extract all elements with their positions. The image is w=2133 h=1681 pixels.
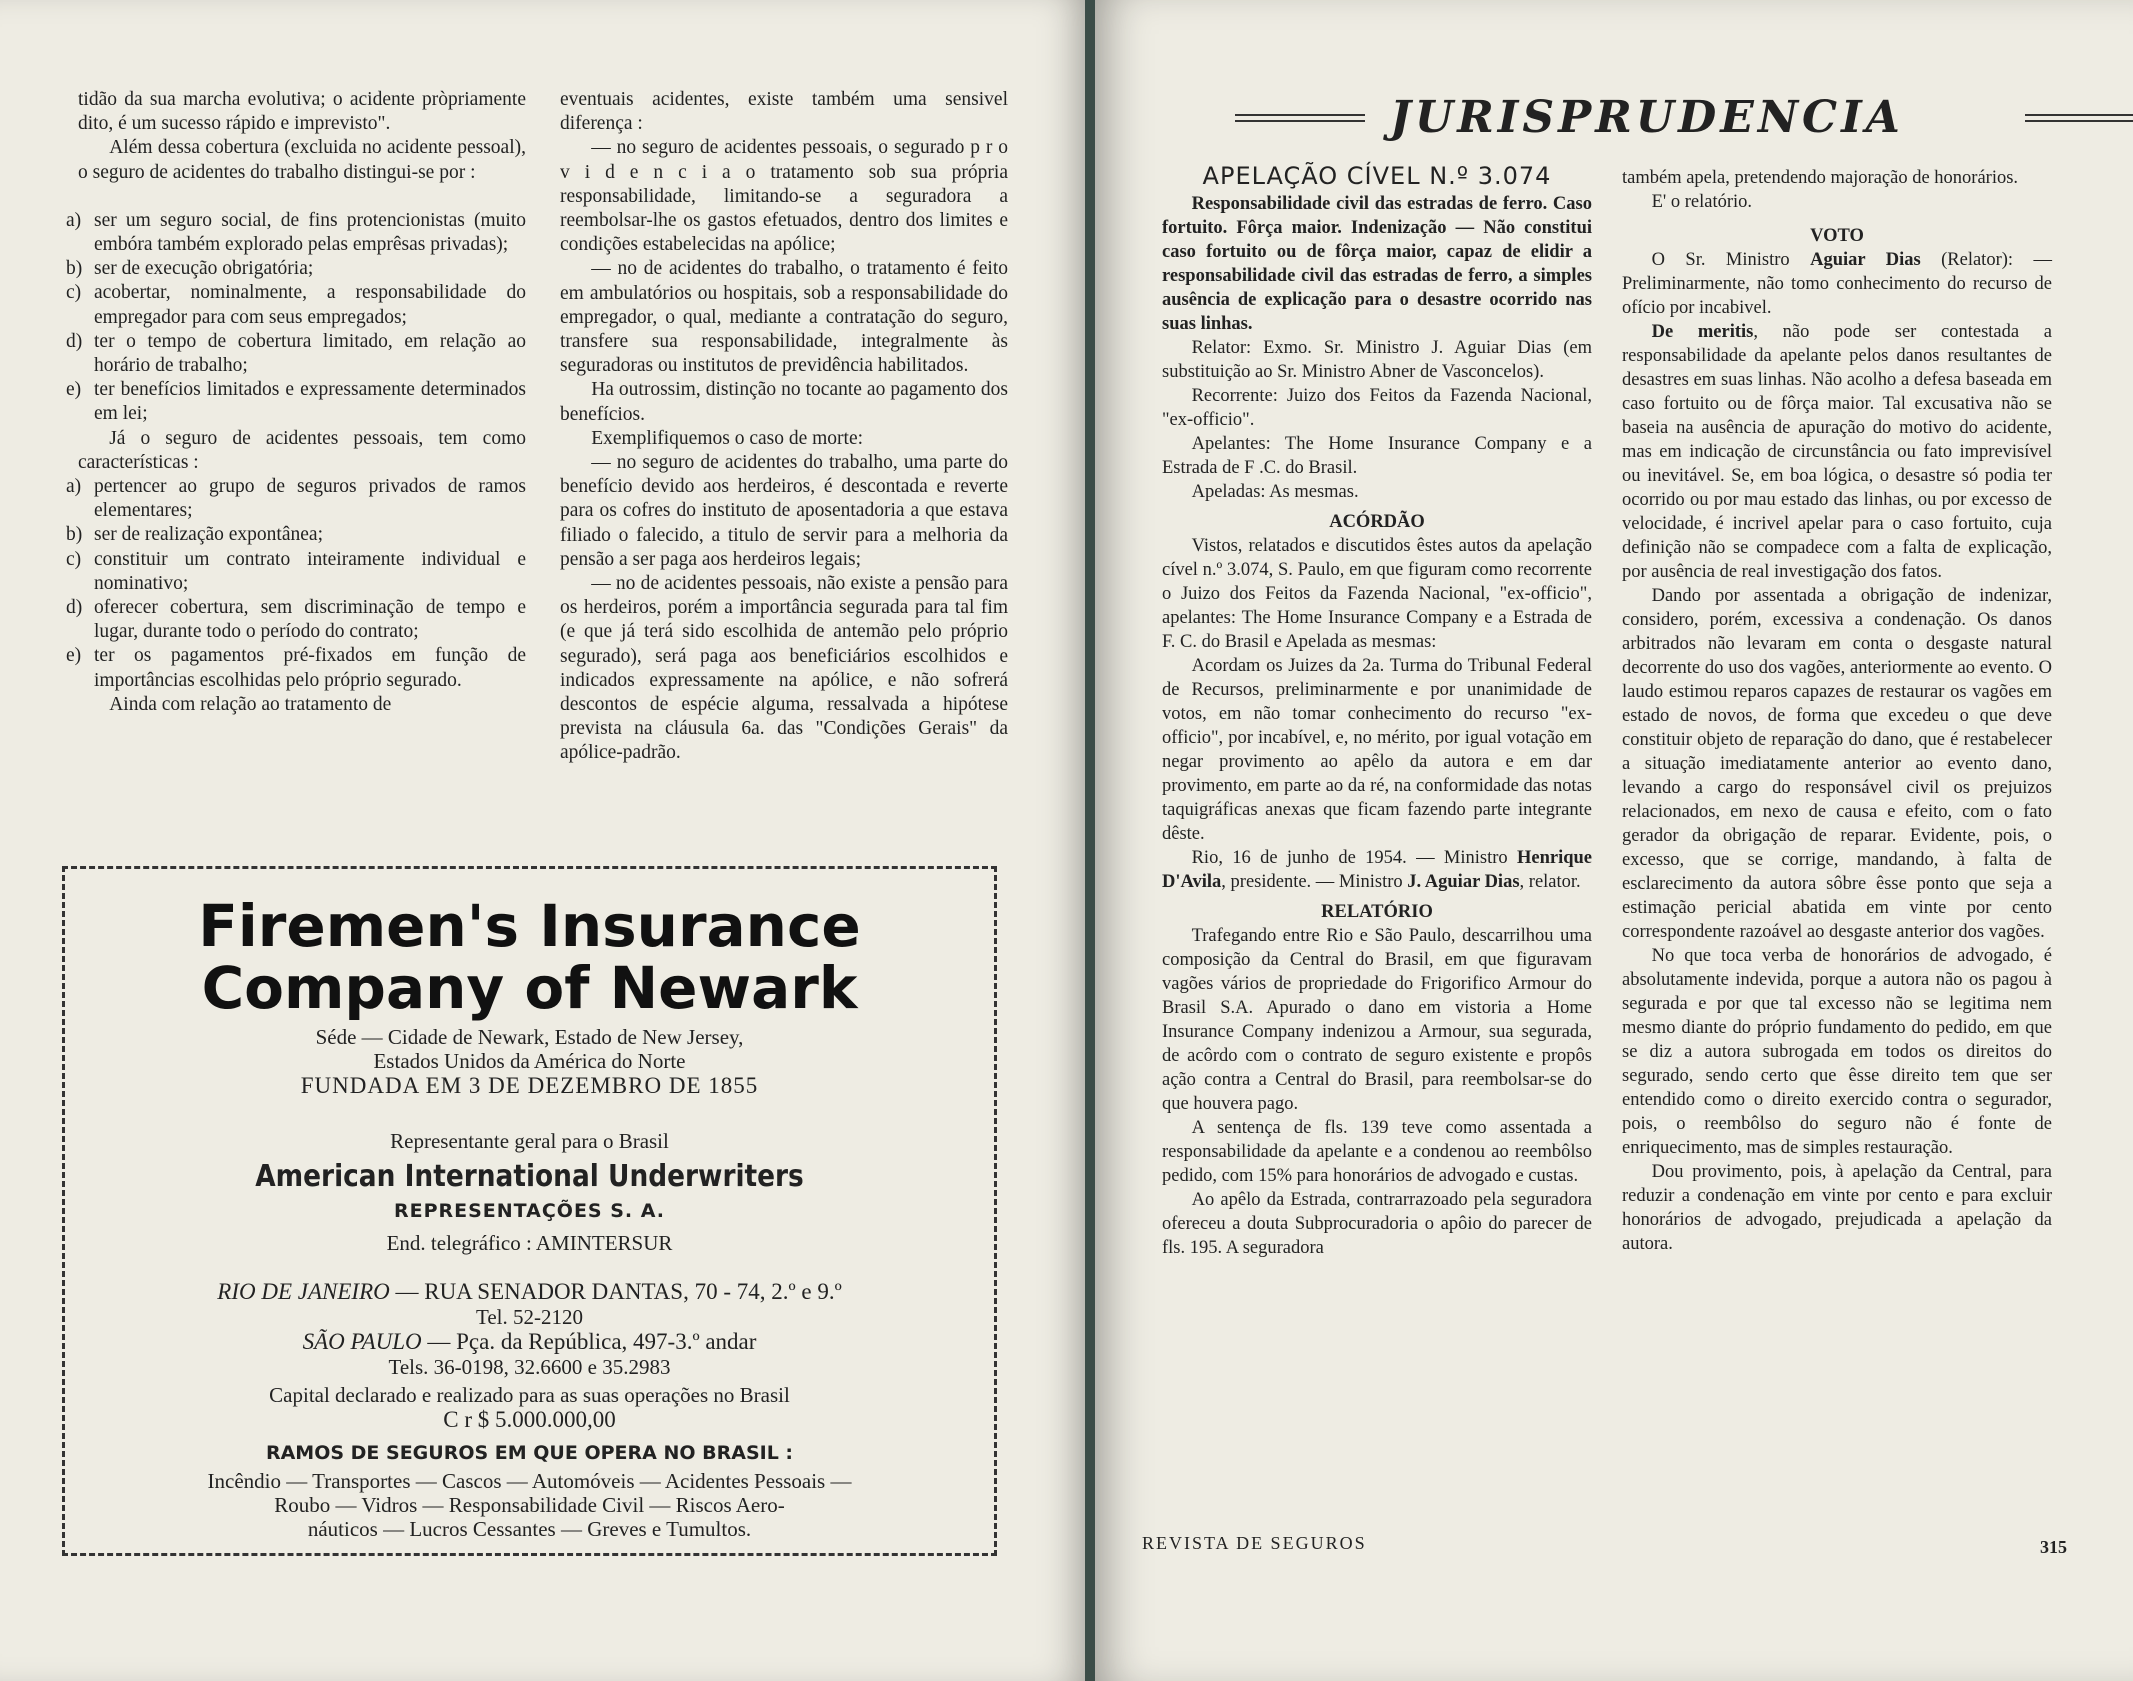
paragraph: — no seguro de acidentes do trabalho, uma parte do benefício devido aos herdeiros, é descontada e reverte para os cofres do instituto de aposentadoria a que estava filiado o falecido, a titulo de servir para a melhoria da pensão a ser paga aos herdeiros legais; xyxy=(560,452,1008,570)
ad-sp-phone: Tels. 36-0198, 32.6600 e 35.2983 xyxy=(388,1355,671,1379)
paragraph: tidão da sua marcha evolutiva; o acidente pròpriamente dito, é um sucesso rápido e imprevisto". xyxy=(78,89,526,135)
ad-branches-line-2: Roubo — Vidros — Responsabilidade Civil — Riscos Aero- xyxy=(274,1493,785,1517)
ad-sp-address xyxy=(65,1329,994,1355)
page-number: 315 xyxy=(2040,1537,2067,1557)
paragraph: Já o seguro de acidentes pessoais, tem como características : xyxy=(78,427,526,473)
paragraph: Dou provimento, pois, à apelação da Central, para reduzir a condenação em vinte por cento e para excluir honorários de advogado, prejudicada a apelação da autora. xyxy=(1622,1162,2052,1254)
ad-branches-line-1: Incêndio — Transportes — Cascos — Automóveis — Acidentes Pessoais — xyxy=(207,1469,852,1493)
ad-headquarters-country: Estados Unidos da América do Norte xyxy=(373,1049,686,1073)
voto-heading: VOTO xyxy=(1810,226,1864,246)
case-title: APELAÇÃO CÍVEL N.º 3.074 xyxy=(1202,162,1552,190)
text-run: , não pode ser contestada a responsabilidade da apelante pelos danos resultantes de desastres em suas linhas. Não acolho a defesa baseada em caso fortuito ou de fôrça maior. Tal excusativa não se baseia na ausência de apuração do motivo do acidente, mas em indicação de circunstância ou fato imprevisível ou inevitável. Se, em boa lógica, o desastre só podia ter ocorrido ou por mau estado das linhas, ou por excesso de velocidade, é incrivel apelar para o caso fortuito, cuja definição não se compadece com a falta de explicação, por ausência de real investigação dos fatos. xyxy=(1622,322,2053,582)
list-item xyxy=(66,209,526,257)
judge-name: Henrique D'Avila xyxy=(1162,848,1592,892)
list-item xyxy=(66,523,526,547)
list-item xyxy=(66,475,526,523)
ad-title-line-2: Company of Newark xyxy=(201,954,858,1022)
journal-name: REVISTA DE SEGUROS xyxy=(1142,1533,1367,1553)
ad-representative-label: Representante geral para o Brasil xyxy=(390,1129,669,1153)
ad-sp-city: SÃO PAULO xyxy=(302,1329,422,1354)
apeladas: Apeladas: As mesmas. xyxy=(1191,482,1359,502)
recorrente: Recorrente: Juizo dos Feitos da Fazenda Nacional, "ex-officio". xyxy=(1162,386,1592,430)
text-run: O Sr. Ministro xyxy=(1651,250,1811,270)
text-run: (Relator): — Preliminarmente, não tomo conhecimento do recurso de ofício por incabivel. xyxy=(1622,250,2052,318)
list-item xyxy=(66,596,526,644)
case-summary: Responsabilidade civil das estradas de ferro. Caso fortuito. Fôrça maior. Indenização — Não constitui caso fortuito ou de fôrça maior, capaz de elidir a responsabilidade civil das estradas de ferro, a simples ausência de explicação para o desastre ocorrido nas suas linhas. xyxy=(1162,194,1592,334)
list-marker: c) xyxy=(66,282,82,304)
right-column-2 xyxy=(1622,166,2052,1256)
paragraph: — no de acidentes do trabalho, o tratamento é feito em ambulatórios ou hospitais, sob a responsabilidade do empregador, o qual, mediante a contratação do seguro, transfere sua responsabilidade, integralmente às seguradoras ou institutos de previdência habilitados. xyxy=(560,258,1008,377)
list-marker: b) xyxy=(66,258,83,280)
paragraph: eventuais acidentes, existe também uma sensivel diferença : xyxy=(560,89,1008,135)
paragraph: — no seguro de acidentes pessoais, o segurado p r o v i d e n c i a o tratamento sob sua própria responsabilidade, limitando-se a seguradora a reembolsar-lhe os gastos efetuados, dentro dos limites e condições estabelecidas na apólice; xyxy=(560,137,1008,256)
header-title: JURISPRUDENCIA xyxy=(1390,92,1904,143)
relatorio-heading: RELATÓRIO xyxy=(1321,902,1433,922)
paragraph: Acordam os Juizes da 2a. Turma do Tribunal Federal de Recursos, preliminarmente e por unanimidade de votos, em não tomar conhecimento do recurso "ex-officio", por incabível, e, no mérito, por igual votação em negar provimento ao apêlo da autora e em dar provimento, em parte ao da ré, na conformidade das notas taquigráficas anexas que ficam fazendo parte integrante dêste. xyxy=(1162,656,1592,844)
right-page xyxy=(1095,0,2133,1681)
ad-title-line-1: Firemen's Insurance xyxy=(198,892,861,960)
paragraph: — no de acidentes pessoais, não existe a pensão para os herdeiros, porém a importância segurada para tal fim (e que já terá sido escolhida de antemão pelo próprio segurado), será paga aos beneficiários escolhidos e indicados expressamente na apólice, e não sofrerá descontos de espécie alguma, ressalvada a hipótese prevista na cláusula 6a. das "Condições Gerais" da apólice-padrão. xyxy=(560,573,1008,764)
paragraph: No que toca verba de honorários de advogado, é absolutamente indevida, porque a autora não os pagou à segurada e por que tal excesso não se legitima nem mesmo diante do próprio fundamento do pedido, em que se diz a autora subrogada em todos os direitos do segurado, sendo certo que êsse direito tem que ser entendido como o direito exercido contra o segurador, pois, o reembôlso do seguro não é fonte de enriquecimento, mas de simples restauração. xyxy=(1622,946,2052,1158)
ad-rio-address xyxy=(65,1279,994,1305)
paragraph: Ainda com relação ao tratamento de xyxy=(109,693,392,715)
list-text: ter os pagamentos pré-fixados em função de importâncias escolhidas pelo próprio segurado. xyxy=(94,645,526,691)
ad-branches-title: RAMOS DE SEGUROS EM QUE OPERA NO BRASIL : xyxy=(265,1442,794,1464)
paragraph: Trafegando entre Rio e São Paulo, descarrilhou uma composição da Central do Brasil, em que figuravam vagões vários de propriedade do Frigorifico Armour do Brasil S.A. Apurado o dano em vistoria a Home Insurance Company indenizou a Armour, sua segurada, de acôrdo com o contrato de seguro existente e propôs ação contra a Central do Brasil, para reembolsar-se do que houvera pago. xyxy=(1162,926,1592,1114)
ad-sp-street: — Pça. da República, 497-3.º andar xyxy=(421,1329,757,1354)
ad-rio-street: — RUA SENADOR DANTAS, 70 - 74, 2.º e 9.º xyxy=(389,1279,842,1304)
text-run: Rio, 16 de junho de 1954. — Ministro xyxy=(1191,848,1517,868)
ad-branches-line-3: náuticos — Lucros Cessantes — Greves e Tumultos. xyxy=(307,1517,752,1541)
list-marker: d) xyxy=(66,330,83,352)
list-text: ser de realização expontânea; xyxy=(94,524,323,546)
list-text: ser de execução obrigatória; xyxy=(94,258,314,280)
ad-telegraph: End. telegráfico : AMINTERSUR xyxy=(386,1231,673,1255)
header-rule-right xyxy=(2025,114,2133,122)
judge-name: Aguiar Dias xyxy=(1810,250,1921,270)
paragraph xyxy=(1622,248,2052,320)
list-marker: d) xyxy=(66,597,83,619)
list-item xyxy=(66,548,526,596)
paragraph: Vistos, relatados e discutidos êstes autos da apelação cível n.º 3.074, S. Paulo, em que figuram como recorrente o Juizo dos Feitos da Fazenda Nacional, "ex-officio", apelantes: The Home Insurance Company e a Estrada de F. C. do Brasil e Apelada as mesmas: xyxy=(1162,536,1592,652)
list-text: pertencer ao grupo de seguros privados de ramos elementares; xyxy=(94,476,526,522)
paragraph xyxy=(1622,320,2052,584)
list-text: acobertar, nominalmente, a responsabilidade do empregador para com seus empregados; xyxy=(94,282,526,328)
left-column-2 xyxy=(560,88,1008,766)
paragraph xyxy=(1162,846,1592,894)
paragraph: A sentença de fls. 139 teve como assentada a responsabilidade da apelante e a condenou ao reembôlso pedido, com 15% para honorários de advogado e custas. xyxy=(1162,1118,1592,1186)
section-header xyxy=(1175,92,2075,143)
paragraph: Ha outrossim, distinção no tocante ao pagamento dos benefícios. xyxy=(560,379,1008,425)
relator: Relator: Exmo. Sr. Ministro J. Aguiar Dias (em substituição ao Sr. Ministro Abner de Vasconcelos). xyxy=(1162,338,1592,382)
list-text: ser um seguro social, de fins protencionistas (muito embóra também explorado pelas emprêsas privadas); xyxy=(94,209,526,256)
latin-phrase: De meritis xyxy=(1651,322,1754,342)
paragraph: Exemplifiquemos o caso de morte: xyxy=(591,427,864,449)
list-text: constituir um contrato inteiramente individual e nominativo; xyxy=(94,548,526,594)
list-item xyxy=(66,281,526,329)
ad-rio-phone: Tel. 52-2120 xyxy=(475,1305,583,1329)
left-column-1 xyxy=(66,88,526,717)
ad-capital: Capital declarado e realizado para as suas operações no Brasil xyxy=(269,1383,790,1407)
paragraph: E' o relatório. xyxy=(1651,192,1753,212)
ad-founded: FUNDADA EM 3 DE DEZEMBRO DE 1855 xyxy=(300,1073,759,1098)
paragraph: Dando por assentada a obrigação de indenizar, considero, porém, excessiva a condenação. Os danos arbitrados não levaram em conta o desgaste natural decorrente do uso dos vagões, anteriormente ao evento. O laudo estimou reparos capazes de restaurar os vagões em estado de novos, de forma que excedeu o que deve constituir objeto de reparação do dano, que é restabelecer a situação imediatamente anterior ao evento dano, levando a cargo do responsável civil os prejuizos relacionados, em nexo de causa e efeito, com o fato gerador da obrigação de reparar. Evidente, pois, o excesso, que se corrige, mandando, à falta de esclarecimento da autora sôbre êsse ponto que seja a estimação pericial abatida em vinte por cento correspondente razoável ao desgaste anterior dos vagões. xyxy=(1622,586,2052,942)
header-rule-left xyxy=(1235,114,1365,122)
list-text: ter benefícios limitados e expressamente determinados em lei; xyxy=(94,379,526,425)
ad-agent-subtitle: REPRESENTAÇÕES S. A. xyxy=(393,1200,666,1222)
ad-capital-value: C r $ 5.000.000,00 xyxy=(443,1407,616,1432)
list-item xyxy=(66,330,526,378)
list-item xyxy=(66,378,526,426)
text-run: , relator. xyxy=(1519,872,1581,892)
paragraph: Ao apêlo da Estrada, contrarrazoado pela seguradora ofereceu a douta Subprocuradoria o apôio do parecer de fls. 195. A seguradora xyxy=(1162,1190,1592,1258)
list-marker: a) xyxy=(66,209,82,231)
ad-headquarters: Séde — Cidade de Newark, Estado de New Jersey, xyxy=(315,1025,744,1049)
right-column-1 xyxy=(1162,164,1592,1260)
list-marker: a) xyxy=(66,476,82,498)
list-marker: b) xyxy=(66,524,83,546)
apelantes: Apelantes: The Home Insurance Company e a Estrada de F .C. do Brasil. xyxy=(1162,434,1592,478)
list-text: oferecer cobertura, sem discriminação de tempo e lugar, durante todo o período do contrato; xyxy=(94,597,526,643)
paragraph: Além dessa cobertura (excluida no acidente pessoal), o seguro de acidentes do trabalho distingui-se por : xyxy=(78,137,526,183)
ad-rio-city: RIO DE JANEIRO xyxy=(217,1279,390,1304)
list-marker: c) xyxy=(66,548,82,570)
list-marker: e) xyxy=(66,379,82,401)
text-run: , presidente. — Ministro xyxy=(1221,872,1408,892)
list-item xyxy=(66,257,526,281)
insurance-advertisement xyxy=(62,866,997,1556)
list-text: ter o tempo de cobertura limitado, em relação ao horário de trabalho; xyxy=(94,330,526,377)
acordao-heading: ACÓRDÃO xyxy=(1329,512,1425,532)
ad-agent-name: American International Underwriters xyxy=(255,1159,804,1194)
judge-name: J. Aguiar Dias xyxy=(1407,872,1520,892)
list-item xyxy=(66,644,526,692)
paragraph: também apela, pretendendo majoração de honorários. xyxy=(1622,168,2019,188)
list-marker: e) xyxy=(66,645,82,667)
